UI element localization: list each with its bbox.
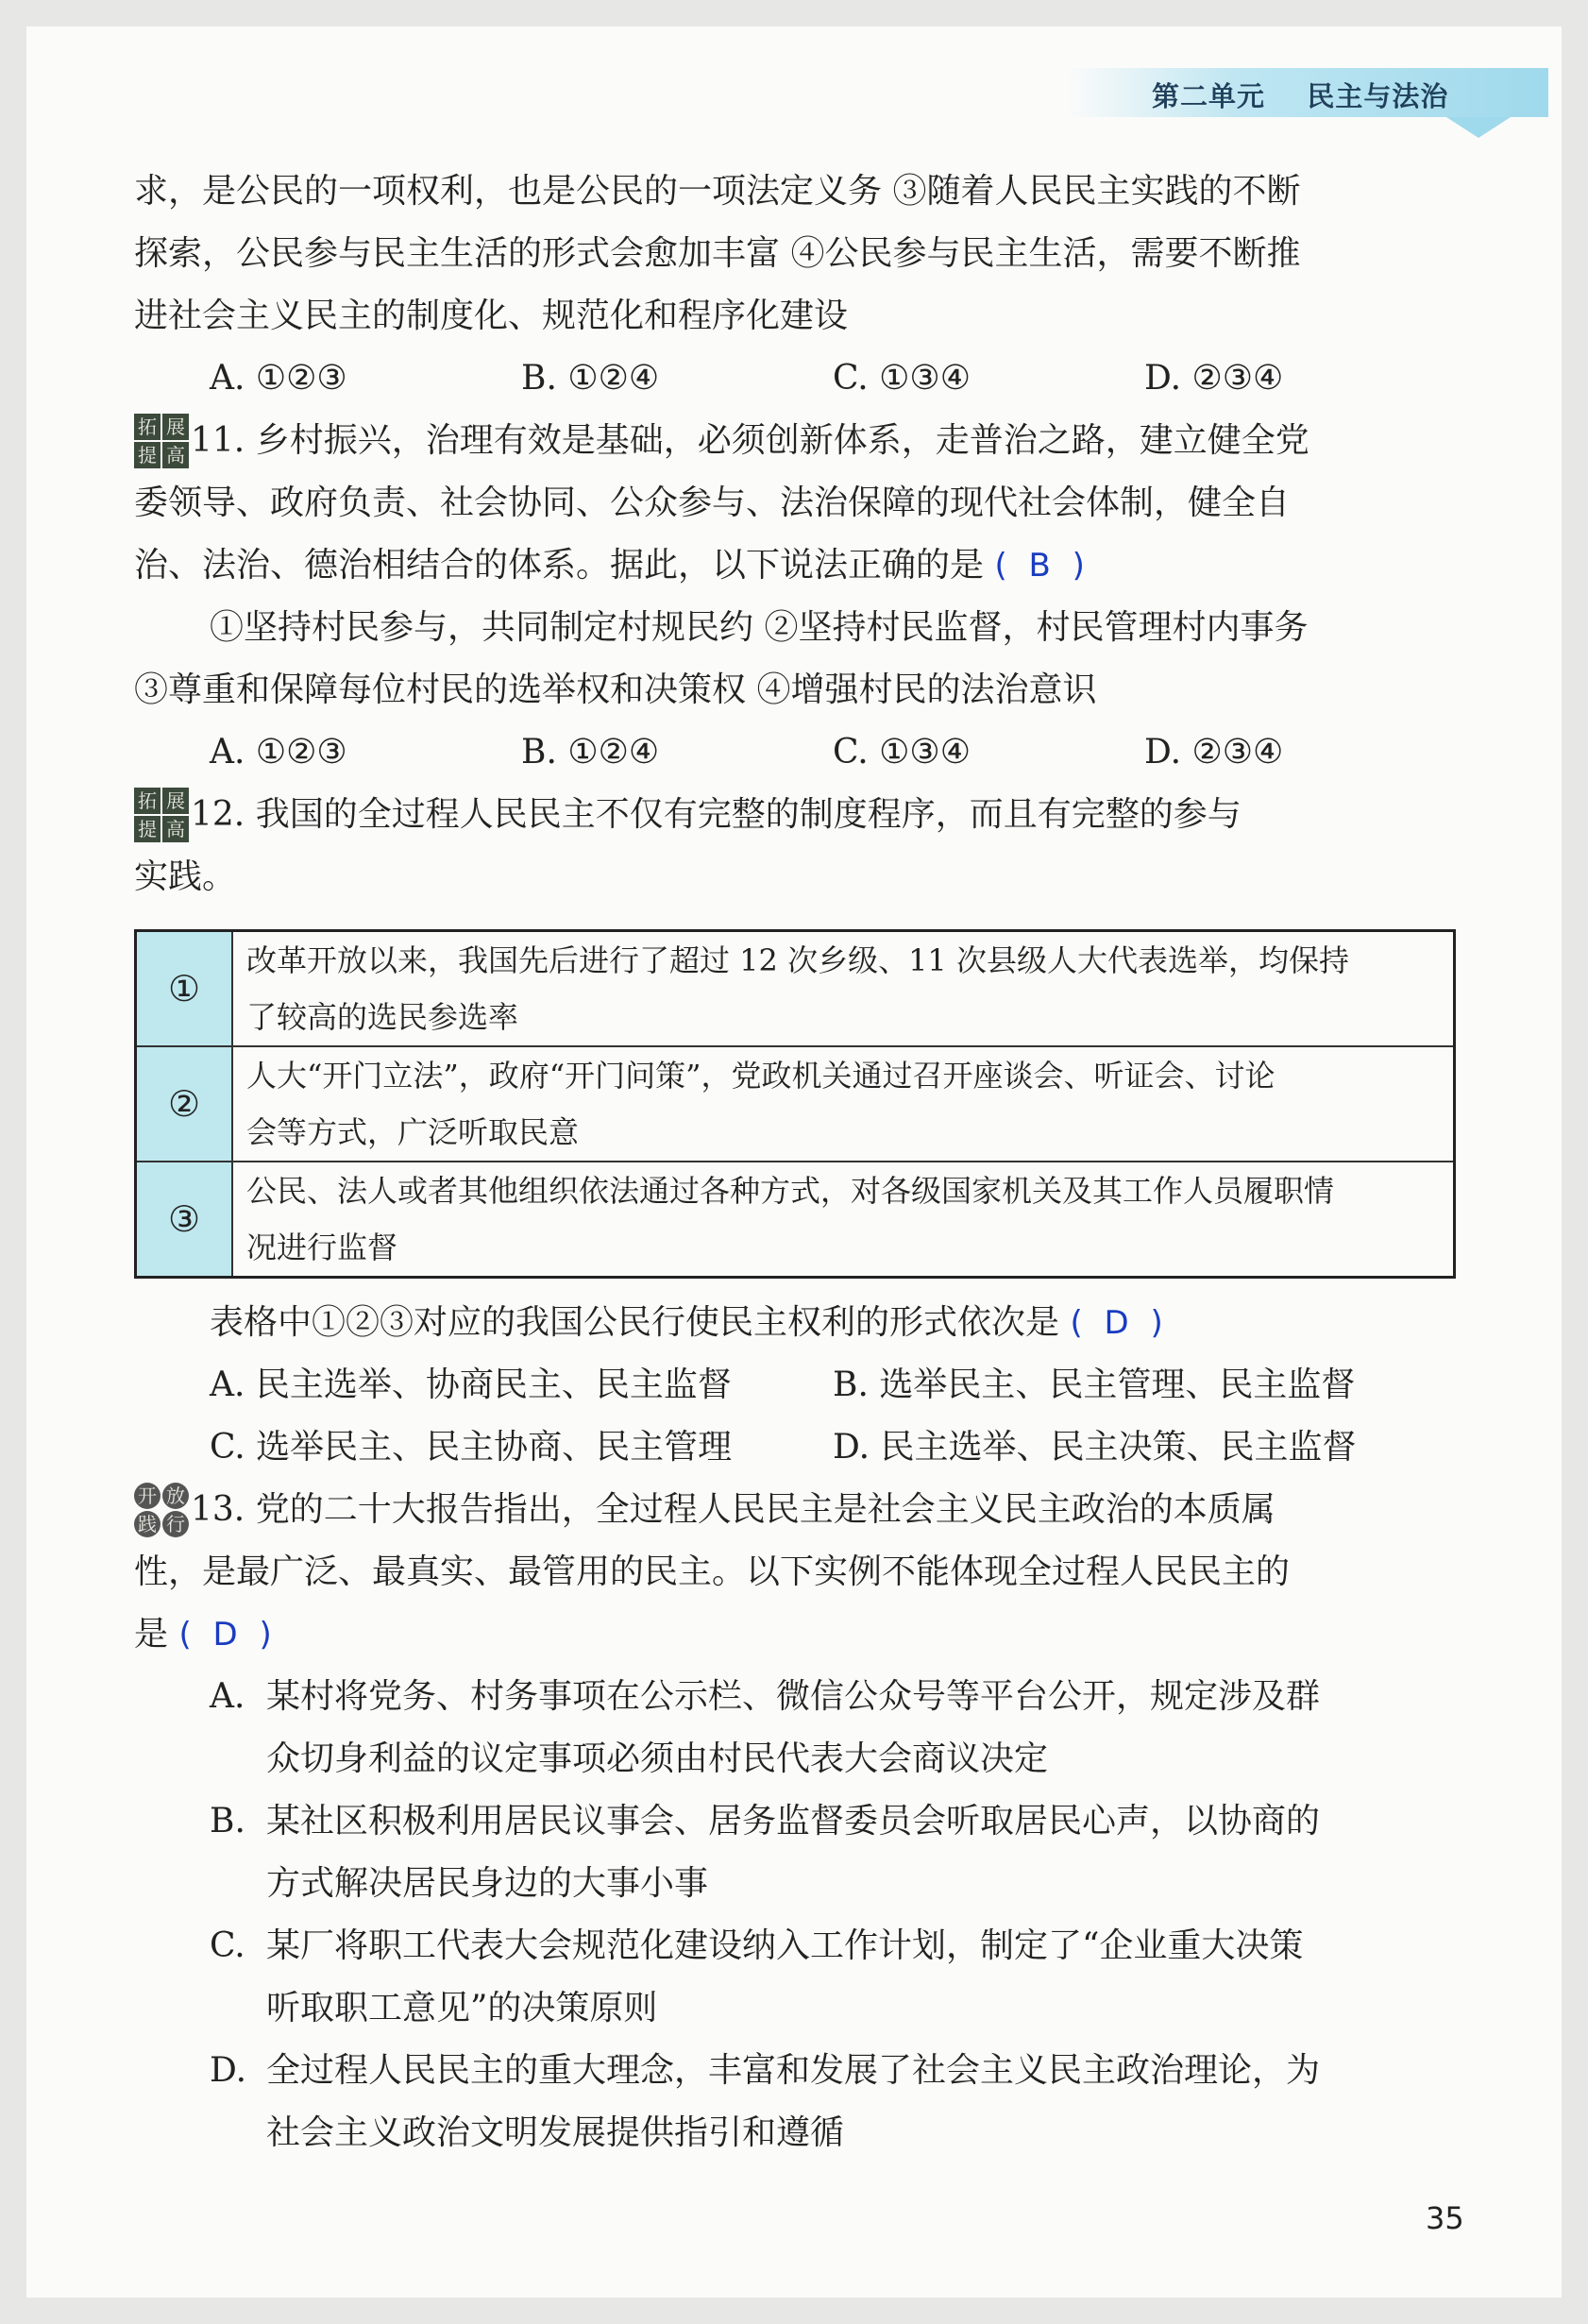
q12-line-1: 12. 我国的全过程人民民主不仅有完整的制度程序，而且有完整的参与	[191, 795, 1242, 834]
table-row	[136, 1162, 1455, 1278]
badge-char: 展	[162, 788, 189, 814]
table-row-number: ①	[136, 931, 233, 1047]
q10-option-c: C. ①③④	[833, 359, 971, 398]
q12-table	[134, 929, 1456, 1279]
table-cell-line: 公民、法人或者其他组织依法通过各种方式，对各级国家机关及其工作人员履职情	[246, 1173, 1335, 1209]
q12-option-a: A. 民主选举、协商民主、民主监督	[210, 1366, 732, 1404]
q12-line-2: 实践。	[134, 857, 237, 896]
badge-char: 提	[134, 816, 160, 842]
q13-line-3	[134, 1603, 1456, 1666]
table-row	[136, 1046, 1455, 1162]
q13-line-3-text: 是	[134, 1615, 169, 1654]
option-line: 社会主义政治文明发展提供指引和遵循	[266, 2113, 845, 2152]
badge-char: 提	[134, 442, 160, 468]
option-letter: B.	[210, 1802, 245, 1841]
q13-head	[134, 1479, 1456, 1541]
q11-option-a: A. ①②③	[210, 733, 347, 772]
option-line: 众切身利益的议定事项必须由村民代表大会商议决定	[266, 1739, 1049, 1778]
q11-option-c: C. ①③④	[833, 733, 971, 772]
q11-option-b: B. ①②④	[521, 733, 660, 772]
unit-label: 第二单元 民主与法治	[1152, 80, 1449, 112]
q11-line-3	[134, 534, 1456, 597]
table-row-number: ③	[136, 1162, 233, 1278]
table-cell-line: 改革开放以来，我国先后进行了超过 12 次乡级、11 次县级人大代表选举，均保持	[246, 942, 1349, 978]
badge-char: 践	[134, 1511, 160, 1537]
q10-option-b: B. ①②④	[521, 359, 660, 398]
table-row-number: ②	[136, 1046, 233, 1162]
option-letter: A.	[210, 1677, 245, 1716]
badge-char: 高	[162, 816, 189, 842]
q11-badge-icon	[134, 414, 189, 468]
table-cell-line: 了较高的选民参选率	[246, 999, 519, 1035]
q11-statements-1: ①坚持村民参与，共同制定村规民约 ②坚持村民监督，村民管理村内事务	[210, 608, 1309, 647]
q12-options-row-2	[134, 1416, 1456, 1479]
badge-char: 开	[134, 1483, 160, 1509]
q13-option-d	[134, 2040, 1456, 2164]
q10-line-1: 求，是公民的一项权利，也是公民的一项法定义务 ③随着人民民主实践的不断	[134, 172, 1301, 211]
q10-line-2: 探索，公民参与民主生活的形式会愈加丰富 ④公民参与民主生活，需要不断推	[134, 234, 1301, 273]
table-cell	[232, 1046, 1455, 1162]
q11-line-3-text: 治、法治、德治相结合的体系。据此，以下说法正确的是	[134, 546, 985, 585]
q12-question-text: 表格中①②③对应的我国公民行使民主权利的形式依次是	[210, 1303, 1060, 1342]
option-line: 方式解决居民身边的大事小事	[266, 1864, 709, 1903]
q12-option-d: D. 民主选举、民主决策、民主监督	[833, 1428, 1357, 1467]
unit-banner	[1067, 68, 1548, 117]
badge-char: 拓	[134, 414, 160, 440]
q11-head	[134, 410, 1456, 472]
table-row	[136, 931, 1455, 1047]
q13-answer: ( D )	[178, 1616, 278, 1654]
q13-line-2: 性，是最广泛、最真实、最管用的民主。以下实例不能体现全过程人民民主的	[134, 1552, 1291, 1591]
q12-badge-icon	[134, 788, 189, 842]
q11-option-d: D. ②③④	[1144, 733, 1284, 772]
badge-char: 拓	[134, 788, 160, 814]
banner-tip	[1446, 117, 1511, 138]
q10-line-3: 进社会主义民主的制度化、规范化和程序化建设	[134, 297, 849, 335]
q11-line-2: 委领导、政府负责、社会协同、公众参与、法治保障的现代社会体制，健全自	[134, 483, 1291, 522]
q12-answer: ( D )	[1070, 1304, 1169, 1342]
q13-option-a	[134, 1666, 1456, 1790]
badge-char: 放	[162, 1483, 189, 1509]
q10-option-d: D. ②③④	[1144, 359, 1284, 398]
q11-answer: ( B )	[994, 547, 1090, 585]
option-line: 听取职工意见”的决策原则	[266, 1989, 658, 2027]
badge-char: 行	[162, 1511, 189, 1537]
q10-option-a: A. ①②③	[210, 359, 347, 398]
q12-question	[134, 1292, 1456, 1354]
page-number: 35	[1426, 2200, 1464, 2236]
q13-badge-icon	[134, 1483, 189, 1537]
q12-options-row-1	[134, 1354, 1456, 1416]
option-letter: D.	[210, 2051, 247, 2090]
option-line: 某村将党务、村务事项在公示栏、微信公众号等平台公开，规定涉及群	[266, 1677, 1321, 1716]
badge-char: 高	[162, 442, 189, 468]
table-cell-line: 会等方式，广泛听取民意	[246, 1114, 580, 1150]
q11-options	[134, 721, 1456, 784]
q13-option-c	[134, 1915, 1456, 2040]
table-cell-line: 况进行监督	[246, 1230, 398, 1265]
content	[134, 161, 1456, 2164]
table-cell	[232, 1162, 1455, 1278]
q11-line-1: 11. 乡村振兴，治理有效是基础，必须创新体系，走普治之路，建立健全党	[191, 421, 1309, 460]
badge-char: 展	[162, 414, 189, 440]
q13-line-1: 13. 党的二十大报告指出，全过程人民民主是社会主义民主政治的本质属	[191, 1490, 1275, 1529]
option-line: 全过程人民民主的重大理念，丰富和发展了社会主义民主政治理论，为	[266, 2051, 1321, 2090]
option-line: 某厂将职工代表大会规范化建设纳入工作计划，制定了“企业重大决策	[266, 1926, 1304, 1965]
q12-option-b: B. 选举民主、民主管理、民主监督	[833, 1366, 1356, 1404]
table-cell-line: 人大“开门立法”，政府“开门问策”，党政机关通过召开座谈会、听证会、讨论	[246, 1058, 1275, 1094]
q13-option-b	[134, 1790, 1456, 1915]
q10-options	[134, 348, 1456, 410]
option-letter: C.	[210, 1926, 245, 1965]
q12-head	[134, 784, 1456, 846]
table-cell	[232, 931, 1455, 1047]
option-line: 某社区积极利用居民议事会、居务监督委员会听取居民心声，以协商的	[266, 1802, 1321, 1841]
q12-option-c: C. 选举民主、民主协商、民主管理	[210, 1428, 733, 1467]
q11-statements-2: ③尊重和保障每位村民的选举权和决策权 ④增强村民的法治意识	[134, 670, 1097, 709]
